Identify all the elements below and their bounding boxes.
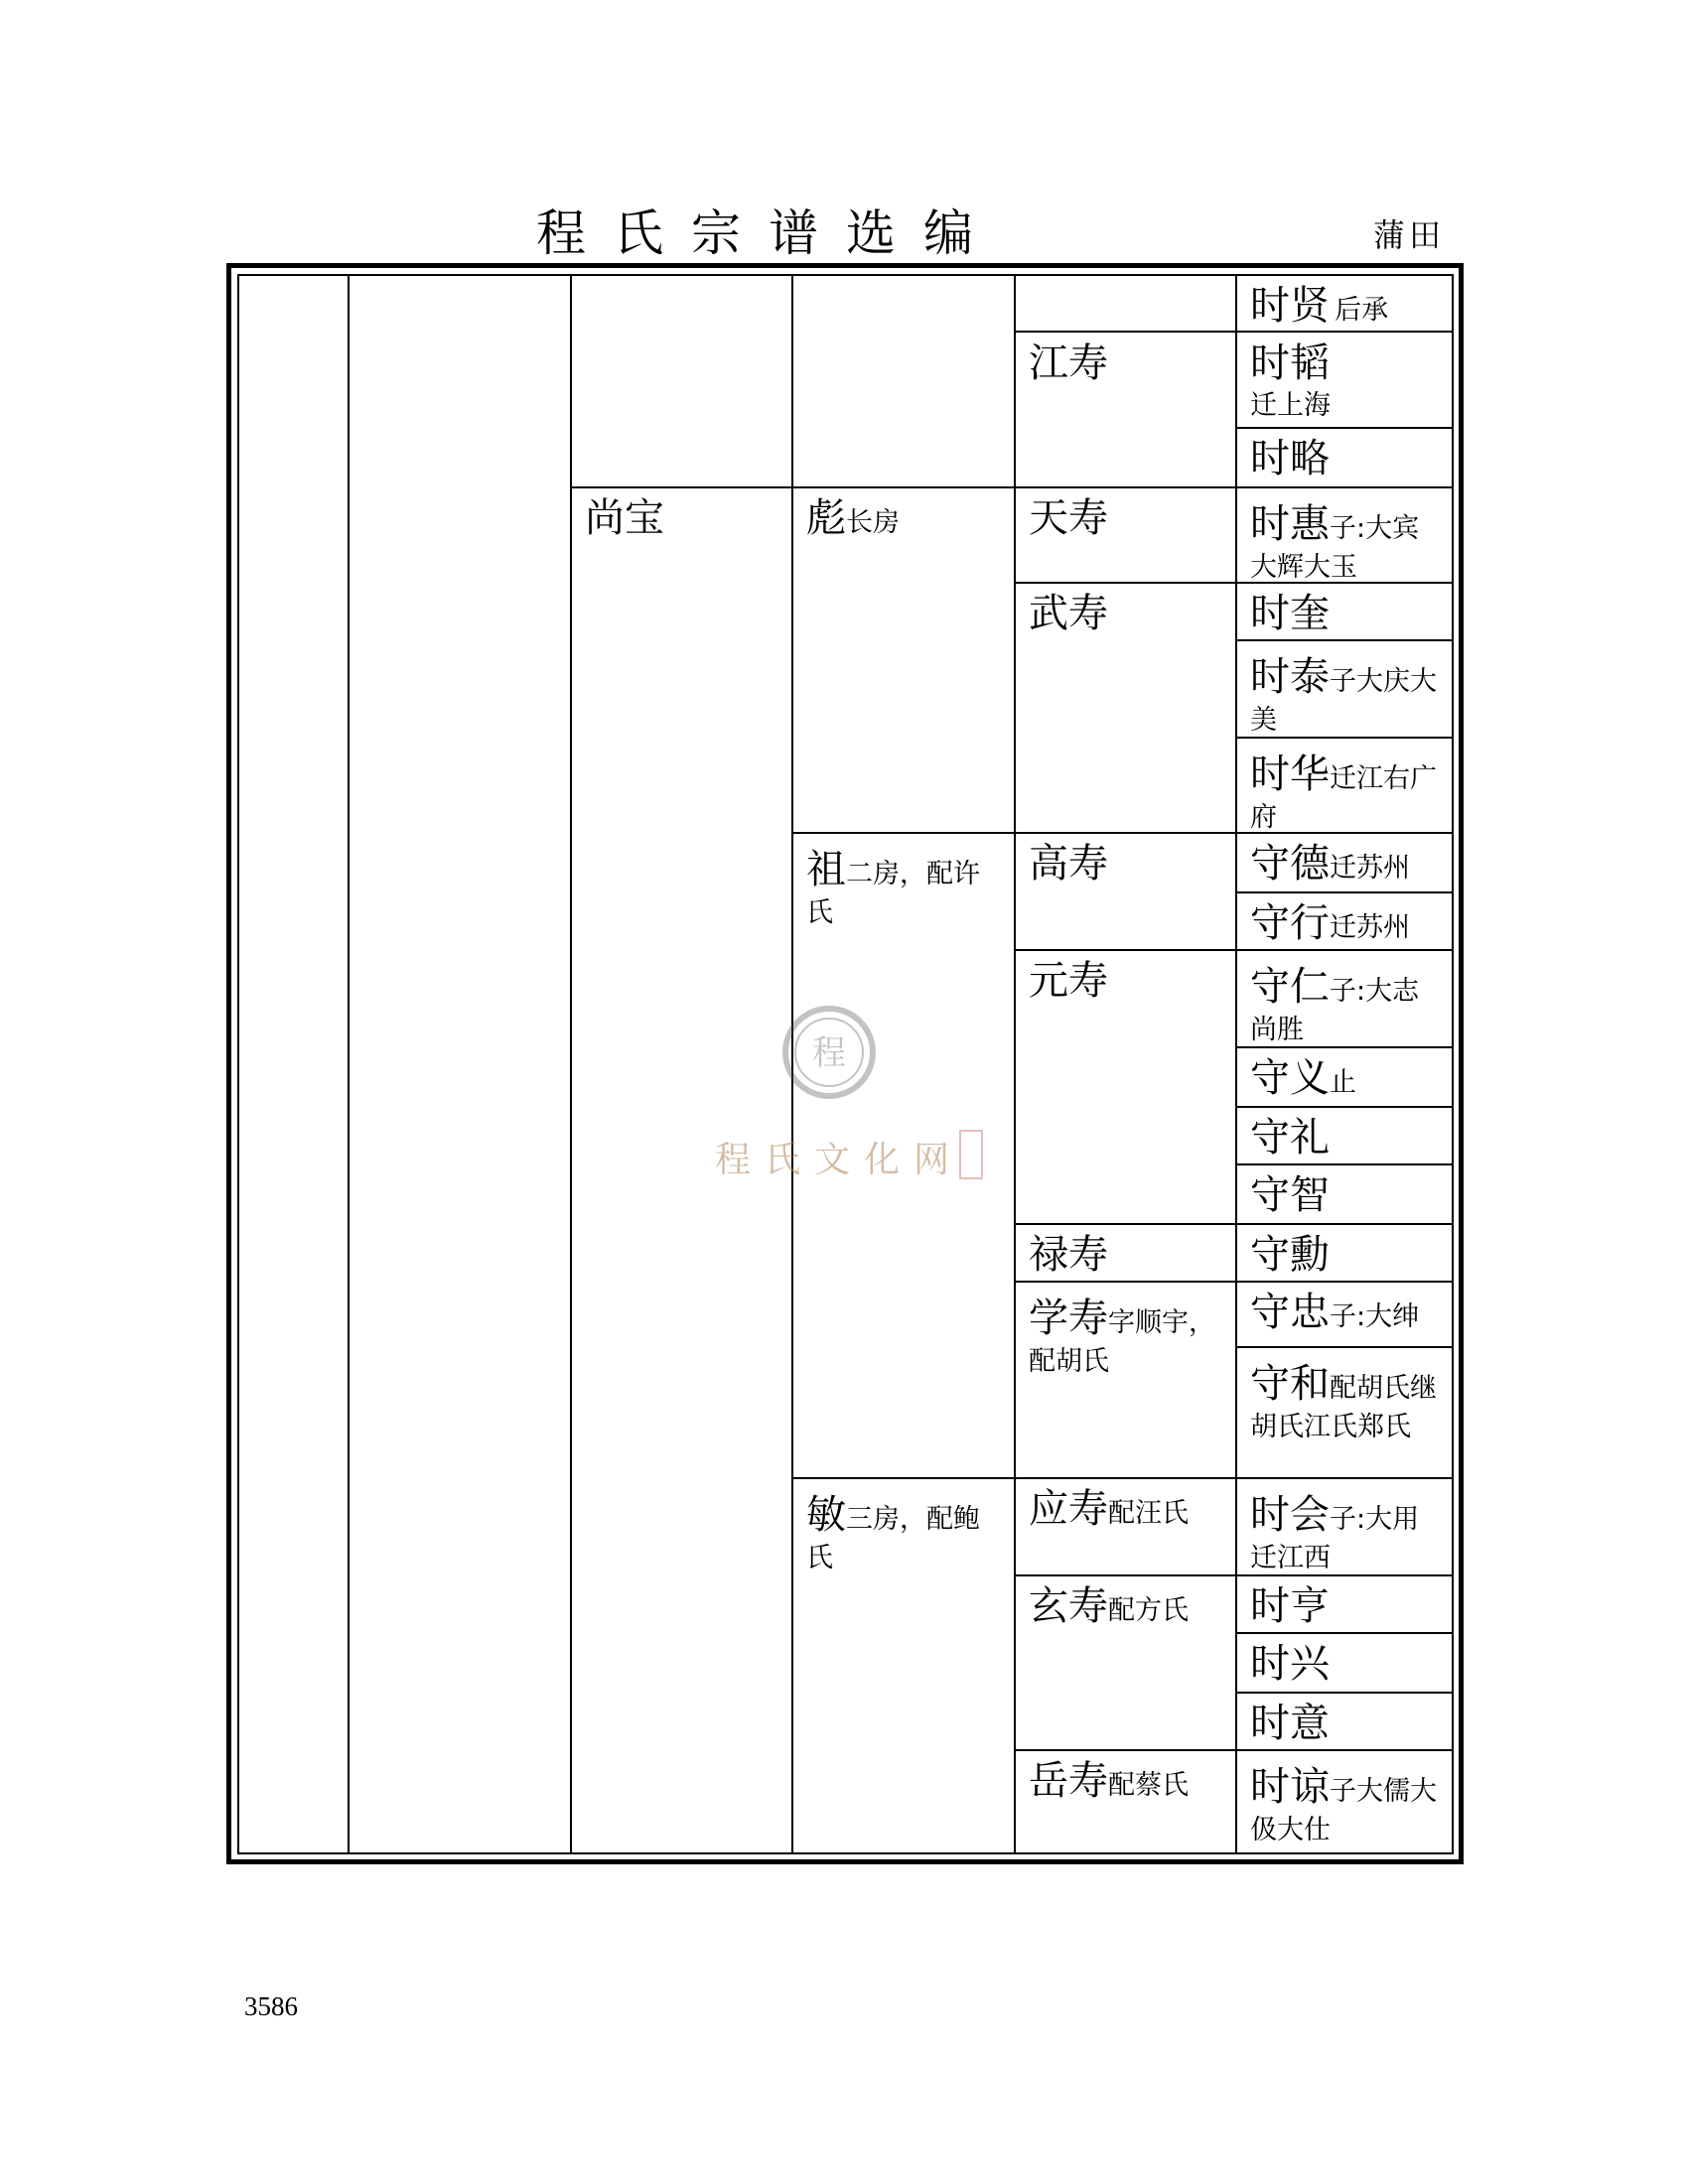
- person-cell: [794, 1483, 1014, 1581]
- person-note: 长房: [846, 507, 900, 538]
- person-name: 时兴: [1250, 1641, 1330, 1687]
- person-cell: [1017, 338, 1235, 389]
- page-title: 程氏宗谱选编: [536, 205, 1001, 262]
- person-cell: [1017, 588, 1235, 639]
- person-note: 子大庆大美: [1250, 666, 1437, 736]
- row-divider: [1014, 1574, 1235, 1576]
- person-note: 迁苏州: [1330, 912, 1410, 943]
- person-name: 元寿: [1029, 958, 1108, 1004]
- row-divider: [791, 486, 1014, 488]
- person-name: 时华: [1250, 751, 1330, 797]
- column-divider: [348, 274, 350, 1854]
- row-divider: [1235, 1477, 1454, 1479]
- person-name: 守礼: [1250, 1115, 1330, 1160]
- person-note: 迁上海: [1250, 390, 1331, 421]
- person-name: 守忠: [1250, 1290, 1330, 1335]
- person-cell: [1238, 1580, 1454, 1632]
- row-divider: [1235, 486, 1454, 488]
- row-divider: [1235, 1749, 1454, 1751]
- row-divider: [1235, 639, 1454, 641]
- person-cell: [1238, 1169, 1454, 1221]
- column-divider: [1014, 274, 1016, 1854]
- row-divider: [1014, 1281, 1235, 1283]
- person-name: 时略: [1250, 436, 1330, 481]
- person-name: 守智: [1250, 1172, 1330, 1218]
- person-cell: [1238, 588, 1454, 639]
- person-cell: [1238, 1638, 1454, 1690]
- person-note: 配汪氏: [1108, 1498, 1189, 1529]
- person-cell: [1238, 1229, 1454, 1281]
- person-name: 岳寿: [1029, 1758, 1108, 1804]
- person-cell: [794, 492, 1014, 544]
- person-name: 应寿: [1029, 1486, 1108, 1532]
- person-name: 守义: [1250, 1055, 1330, 1101]
- person-cell: [1017, 1580, 1235, 1632]
- person-cell: [1238, 1352, 1454, 1450]
- person-cell: [1017, 492, 1235, 544]
- row-divider: [1235, 1106, 1454, 1108]
- person-note: 迁苏州: [1330, 853, 1410, 884]
- person-name: 尚宝: [585, 495, 664, 541]
- person-cell: [1238, 280, 1454, 332]
- person-cell: [1017, 1483, 1235, 1535]
- row-divider: [1014, 949, 1235, 951]
- person-name: 天寿: [1029, 495, 1108, 541]
- row-divider: [791, 1477, 1014, 1479]
- person-note: 子:大宾大辉大玉: [1250, 513, 1420, 583]
- person-cell: [1238, 1755, 1454, 1853]
- person-note: 字顺宇，配胡氏: [1029, 1307, 1215, 1377]
- person-cell: [1238, 1698, 1454, 1749]
- person-name: 守仁: [1250, 964, 1330, 1010]
- person-cell: [573, 492, 791, 544]
- row-divider: [1235, 1163, 1454, 1165]
- person-name: 时奎: [1250, 591, 1330, 636]
- row-divider: [1235, 1692, 1454, 1694]
- person-name: 禄寿: [1029, 1232, 1108, 1278]
- person-name: 守勳: [1250, 1232, 1330, 1278]
- person-name: 时会: [1250, 1492, 1330, 1538]
- person-name: 守和: [1250, 1361, 1330, 1407]
- person-name: 高寿: [1029, 841, 1108, 887]
- row-divider: [1235, 1281, 1454, 1283]
- page-number: 3586: [244, 1991, 298, 2021]
- person-cell: [1238, 743, 1454, 841]
- person-cell: [1238, 433, 1454, 484]
- person-note: 二房，配许氏: [806, 859, 980, 928]
- person-name: 江寿: [1029, 341, 1108, 386]
- row-divider: [1014, 582, 1235, 584]
- person-cell: [794, 838, 1014, 936]
- person-cell: [1017, 1229, 1235, 1281]
- person-note: 子大儒大伋大仕: [1250, 1776, 1437, 1845]
- row-divider: [1014, 331, 1235, 333]
- row-divider: [570, 486, 791, 488]
- watermark-text: 程氏文化网: [715, 1140, 964, 1180]
- person-name: 敏: [806, 1492, 846, 1538]
- person-note: 后承: [1335, 295, 1389, 326]
- person-note: 配方氏: [1108, 1595, 1189, 1626]
- person-cell: [1238, 955, 1454, 1053]
- person-cell: [1017, 955, 1235, 1007]
- row-divider: [1235, 1346, 1454, 1348]
- person-cell: [1017, 838, 1235, 889]
- person-note: 配胡氏继胡氏江氏郑氏: [1250, 1373, 1437, 1442]
- person-cell: [1238, 1483, 1454, 1581]
- person-cell: [1017, 1287, 1235, 1385]
- person-cell: [1238, 838, 1454, 889]
- person-name: 时意: [1250, 1701, 1330, 1746]
- person-name: 守德: [1250, 841, 1330, 887]
- person-cell: [1238, 1112, 1454, 1163]
- person-cell: [1238, 897, 1454, 949]
- row-divider: [1014, 832, 1235, 834]
- person-name: 祖: [806, 847, 846, 892]
- row-divider: [1014, 486, 1235, 488]
- person-cell: [1238, 338, 1454, 429]
- row-divider: [1014, 1223, 1235, 1225]
- person-name: 时惠: [1250, 501, 1330, 547]
- person-note: 子:大志尚胜: [1250, 976, 1420, 1045]
- column-divider: [570, 274, 572, 1854]
- person-name: 彪: [806, 495, 846, 541]
- row-divider: [1014, 1477, 1235, 1479]
- region-label: 蒲田: [1373, 216, 1446, 254]
- person-name: 守行: [1250, 900, 1330, 946]
- row-divider: [1235, 1223, 1454, 1225]
- person-name: 时泰: [1250, 654, 1330, 700]
- row-divider: [1235, 891, 1454, 893]
- person-name: 时贤: [1250, 283, 1330, 329]
- person-name: 武寿: [1029, 591, 1108, 636]
- person-note: 子:大用迁江西: [1250, 1504, 1420, 1573]
- person-cell: [1238, 492, 1454, 591]
- person-note: 三房，配鲍氏: [806, 1504, 980, 1573]
- person-note: 迁江右广府: [1250, 763, 1437, 833]
- row-divider: [1235, 1632, 1454, 1634]
- watermark-seal-icon: [779, 1003, 879, 1102]
- person-name: 时韬: [1250, 341, 1330, 386]
- person-cell: [1017, 1755, 1235, 1807]
- watermark-seal-text: 程: [812, 1033, 846, 1073]
- person-name: 学寿: [1029, 1296, 1108, 1341]
- person-name: 时亨: [1250, 1583, 1330, 1629]
- row-divider: [1014, 1749, 1235, 1751]
- row-divider: [791, 832, 1014, 834]
- person-note: 子:大绅: [1330, 1301, 1420, 1332]
- person-name: 时谅: [1250, 1764, 1330, 1810]
- person-note: 配蔡氏: [1108, 1770, 1189, 1801]
- watermark-stamp-icon: [959, 1130, 983, 1179]
- person-note: 止: [1330, 1067, 1356, 1098]
- person-cell: [1238, 1287, 1454, 1338]
- person-cell: [1238, 1052, 1454, 1104]
- person-cell: [1238, 645, 1454, 744]
- column-divider: [1235, 274, 1237, 1854]
- person-name: 玄寿: [1029, 1583, 1108, 1629]
- row-divider: [1235, 949, 1454, 951]
